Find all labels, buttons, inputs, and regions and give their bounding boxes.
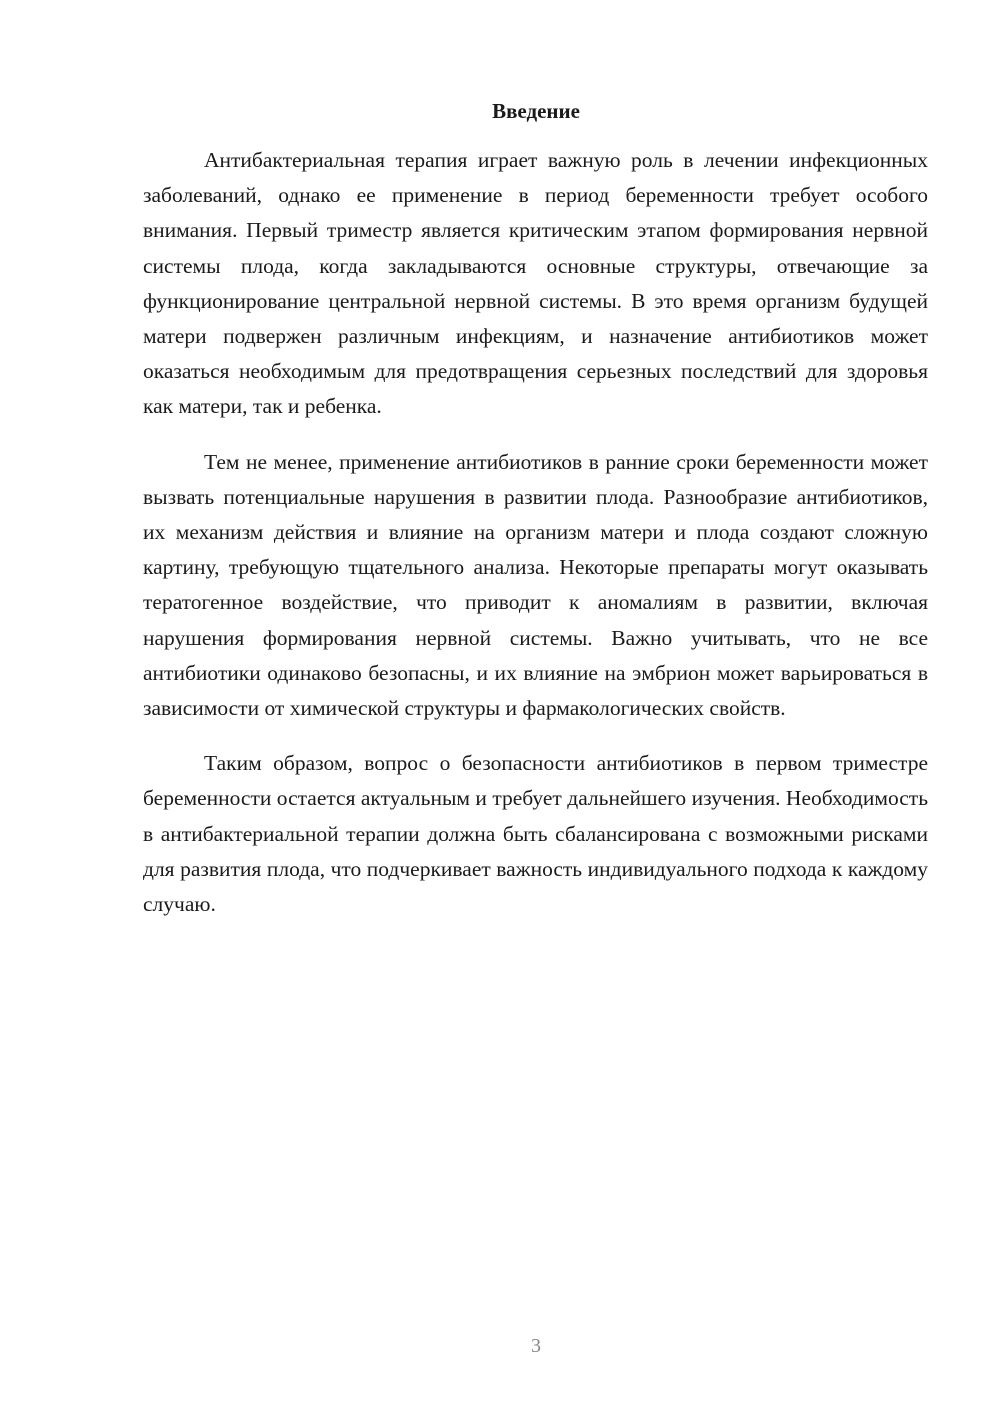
section-heading: Введение	[492, 99, 580, 123]
body-text	[143, 143, 928, 942]
paragraph-3: Таким образом, вопрос о безопасности антибиотиков в первом триместре беременности остается актуальным и требует дальнейшего изучения. Необходимость в антибактериальной терапии должна быть сбалансирована с возможными рисками для развития плода, что подчеркивает важность индивидуального подхода к каждому случаю.	[143, 751, 928, 917]
page-number: 3	[531, 1335, 541, 1357]
paragraph-2: Тем не менее, применение антибиотиков в ранние сроки беременности может вызвать потенциальные нарушения в развитии плода. Разнообразие антибиотиков, их механизм действия и влияние на организм матери и плода создают сложную картину, требующую тщательного анализа. Некоторые препараты могут оказывать тератогенное воздействие, что приводит к аномалиям в развитии, включая нарушения формирования нервной системы. Важно учитывать, что не все антибиотики одинаково безопасны, и их влияние на эмбрион может варьироваться в зависимости от химической структуры и фармакологических свойств.	[143, 449, 928, 721]
paragraph-1: Антибактериальная терапия играет важную роль в лечении инфекционных заболеваний, однако ее применение в период беременности требует особого внимания. Первый триместр является критическим этапом формирования нервной системы плода, когда закладываются основные структуры, отвечающие за функционирование центральной нервной системы. В это время организм будущей матери подвержен различным инфекциям, и назначение антибиотиков может оказаться необходимым для предотвращения серьезных последствий для здоровья как матери, так и ребенка.	[143, 148, 928, 419]
